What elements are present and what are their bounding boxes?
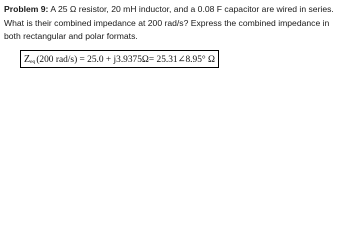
page: [0, 0, 350, 75]
answer-expression: (200 rad/s) = 25.0 + j3.9375Ω= 25.31∠8.95° Ω: [36, 54, 215, 65]
answer-box: [20, 50, 219, 68]
impedance-subscript: eq: [30, 59, 36, 65]
problem-text: A 25 Ω resistor, 20 mH inductor, and a 0.08 F capacitor are wired in series. What is their combined impedance at 200 rad/s? Express the combined impedance in both rectangular and polar formats.: [4, 4, 334, 41]
impedance-symbol: Z: [24, 53, 31, 65]
problem-statement: [4, 3, 348, 44]
problem-label: Problem 9:: [4, 4, 49, 14]
